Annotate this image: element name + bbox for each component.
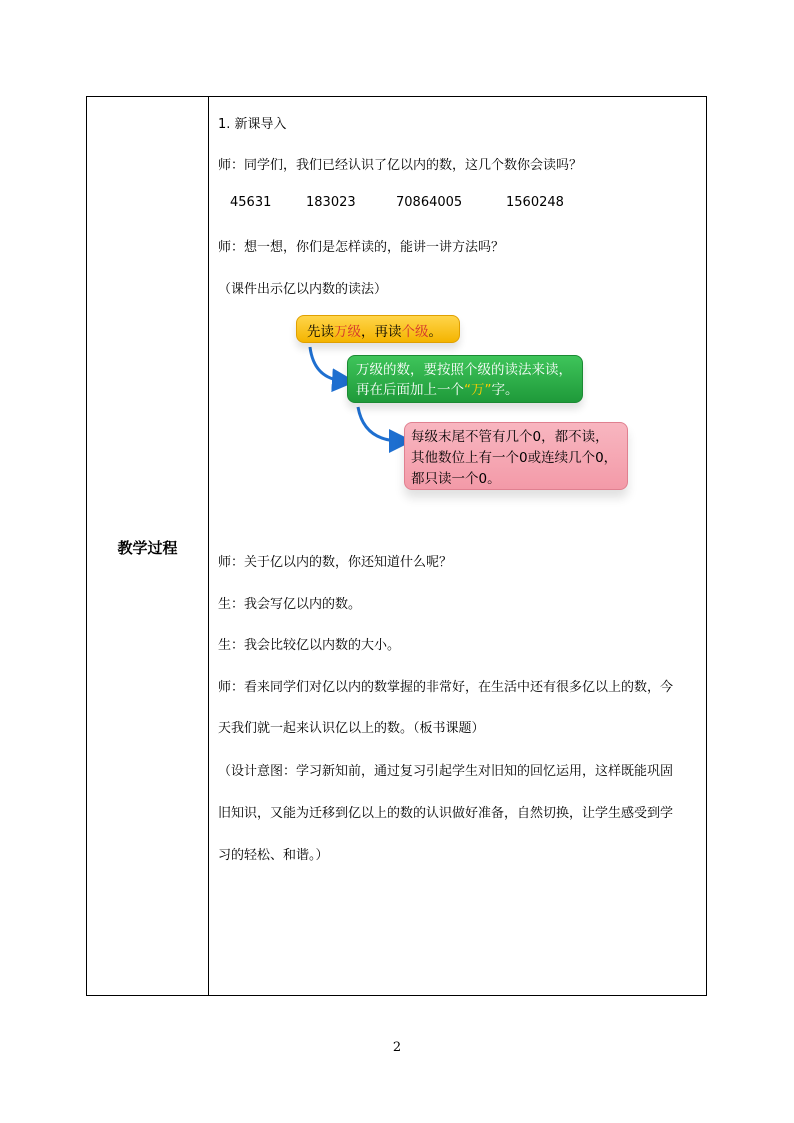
rule-3-line-1: 每级末尾不管有几个0，都不读， — [411, 429, 609, 445]
arrow-2 — [358, 407, 401, 441]
rule-1-text-a: 先读 — [307, 324, 334, 340]
arrow-1 — [310, 347, 344, 381]
teacher-question-3: 师：关于亿以内的数，你还知道什么呢？ — [218, 555, 453, 570]
heading: 1. 新课导入 — [218, 117, 287, 132]
rule-1-text-b: ，再读 — [361, 324, 402, 340]
teacher-remark-line-2: 天我们就一起来认识亿以上的数。（板书课题） — [218, 721, 485, 736]
number-4: 1560248 — [506, 195, 564, 210]
rule-1-highlight-wan: 万级 — [334, 324, 361, 340]
page-number: 2 — [392, 1040, 402, 1055]
rule-1-text-c: 。 — [428, 324, 442, 340]
teacher-remark-line-1: 师：看来同学们对亿以内的数掌握的非常好，在生活中还有很多亿以上的数，今 — [218, 680, 674, 695]
rule-box-3 — [404, 422, 628, 490]
rule-3-line-3: 都只读一个0。 — [411, 471, 501, 487]
student-answer-1: 生：我会写亿以内的数。 — [218, 597, 362, 612]
rule-1-highlight-ge: 个级 — [401, 324, 429, 340]
column-divider — [208, 97, 209, 995]
design-intent-line-2: 旧知识，又能为迁移到亿以上的数的认识做好准备，自然切换，让学生感受到学 — [218, 806, 674, 821]
number-1: 45631 — [230, 195, 272, 210]
lesson-table — [86, 96, 707, 996]
rule-box-1 — [296, 315, 460, 343]
student-answer-2: 生：我会比较亿以内数的大小。 — [218, 638, 401, 653]
rule-2-line-1: 万级的数，要按照个级的读法来读， — [356, 362, 572, 378]
rule-box-2 — [347, 355, 583, 403]
rule-3-line-2: 其他数位上有一个0或连续几个0， — [411, 450, 618, 466]
design-intent-line-3: 习的轻松、和谐。） — [218, 848, 329, 863]
rule-2-highlight: “万” — [464, 382, 492, 398]
rule-2-line-2: 再在后面加上一个“万”字。 — [356, 382, 519, 398]
number-2: 183023 — [306, 195, 356, 210]
section-label: 教学过程 — [117, 539, 178, 557]
number-3: 70864005 — [396, 195, 463, 210]
courseware-note: （课件出示亿以内数的读法） — [218, 282, 388, 297]
design-intent-line-1: （设计意图：学习新知前，通过复习引起学生对旧知的回忆运用，这样既能巩固 — [218, 764, 674, 779]
teacher-question-1: 师：同学们，我们已经认识了亿以内的数，这几个数你会读吗？ — [218, 158, 583, 173]
teacher-question-2: 师：想一想，你们是怎样读的，能讲一讲方法吗？ — [218, 240, 505, 255]
